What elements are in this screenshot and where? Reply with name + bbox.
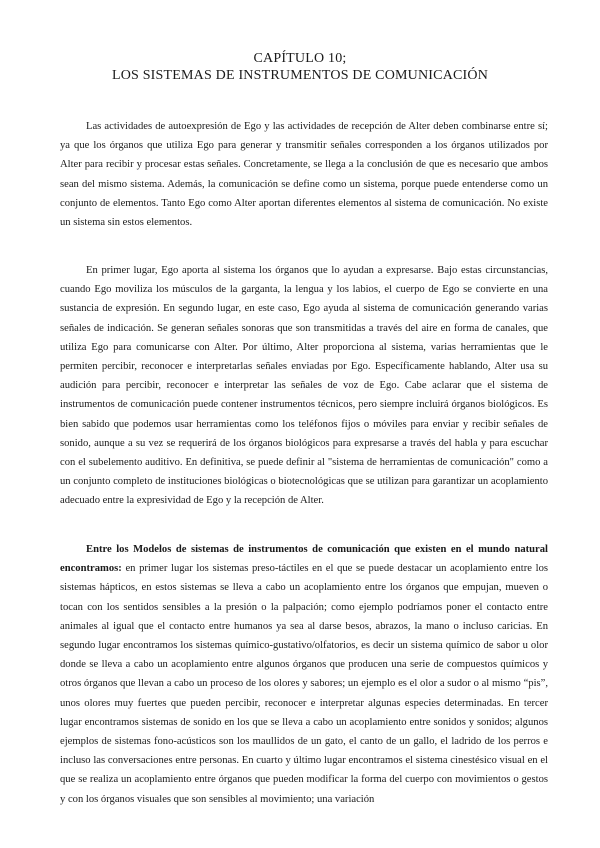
chapter-number: CAPÍTULO 10; (253, 51, 347, 66)
paragraph-2 (60, 261, 548, 511)
paragraph-1 (60, 117, 548, 232)
paragraph-3-lead: Entre los Modelos de sistemas de instrumentos de comunicación que existen en el mundo natural encontramos: (60, 544, 548, 575)
paragraph-1-text: Las actividades de autoexpresión de Ego y las actividades de recepción de Alter deben combinarse entre sí; ya que los órganos que utiliza Ego para generar y transmitir señales corresponden a los órganos utilizados por Alter para recibir y procesar estas señales. Concretamente, se llega a la conclusión de que es necesario que ambos sean del mismo sistema. Además, la comunicación se define como un sistema, porque puede entenderse como un conjunto de elementos. Tanto Ego como Alter aportan diferentes elementos al sistema de comunicación. No existe un sistema sin estos elementos. (60, 121, 548, 229)
paragraph-2-text: En primer lugar, Ego aporta al sistema los órganos que lo ayudan a expresarse. Bajo estas circunstancias, cuando Ego moviliza los músculos de la garganta, la lengua y los labios, el cuerpo de Ego se convierte en una sustancia de expresión. En segundo lugar, en este caso, Ego ayuda al sistema de comunicación generando varias señales de indicación. Se generan señales sonoras que son transmitidas a través del aire en forma de canales, que utiliza Ego para comunicarse con Alter. Por último, Alter proporciona al sistema, varias herramientas que le permiten percibir, reconocer e interpretarlas señales enviadas por Ego. Específicamente hablando, Alter usa su audición para percibir, reconocer e interpretar las señales de voz de Ego. Cabe aclarar que el sistema de instrumentos de comunicación puede contener instrumentos técnicos, pero siempre incluirá órganos biológicos. Es bien sabido que podemos usar herramientas como los teléfonos fijos o móviles para enviar y recibir señales de sonido, aunque a su vez se requerirá de los órganos biológicos para expresarse a través del habla y para escuchar con el subelemento auditivo. En definitiva, se puede definir al "sistema de herramientas de comunicación" como a un conjunto completo de instituciones biológicas o biotecnológicas que se utilizan para garantizar un acoplamiento adecuado entre la expresividad de Ego y la recepción de Alter. (60, 265, 548, 507)
paragraph-3 (60, 540, 548, 809)
chapter-title: LOS SISTEMAS DE INSTRUMENTOS DE COMUNICACIÓN (111, 68, 489, 83)
paragraph-3-text: en primer lugar los sistemas preso-táctiles en el que se puede destacar un acoplamiento entre los sistemas hápticos, en estos sistemas se lleva a cabo un acoplamiento entre los órganos que empujan, mueven o tocan con los sentidos sensibles a la presión o la palpación; como ejemplo podríamos poner el contacto entre animales al igual que el contacto entre humanos ya sea al darse besos, abrazos, la mano o incluso caricias. En segundo lugar encontramos los sistemas químico-gustativo/olfatorios, es decir un sistema químico de sabor u olor donde se lleva a cabo un acoplamiento entre algunos órganos que producen una serie de compuestos químicos y otros órganos que llevan a cabo un proceso de los olores y sabores; un ejemplo es el olor a sudor o al mismo “pis”, unos olores muy fuertes que pueden percibir, reconocer e interpretar algunas especies determinadas. En tercer lugar encontramos sistemas de sonido en los que se lleva a cabo un acoplamiento entre sonidos y sonidos; algunos ejemplos de sistemas fono-acústicos son los maullidos de un gato, el canto de un gallo, el ladrido de los perros e incluso las conversaciones entre personas. En cuarto y último lugar encontramos el sistema cinestésico visual en el que se realiza un acoplamiento entre órganos que pueden modificar la forma del cuerpo con movimientos o gestos y con los órganos visuales que son sensibles al movimiento; una variación (60, 563, 548, 805)
